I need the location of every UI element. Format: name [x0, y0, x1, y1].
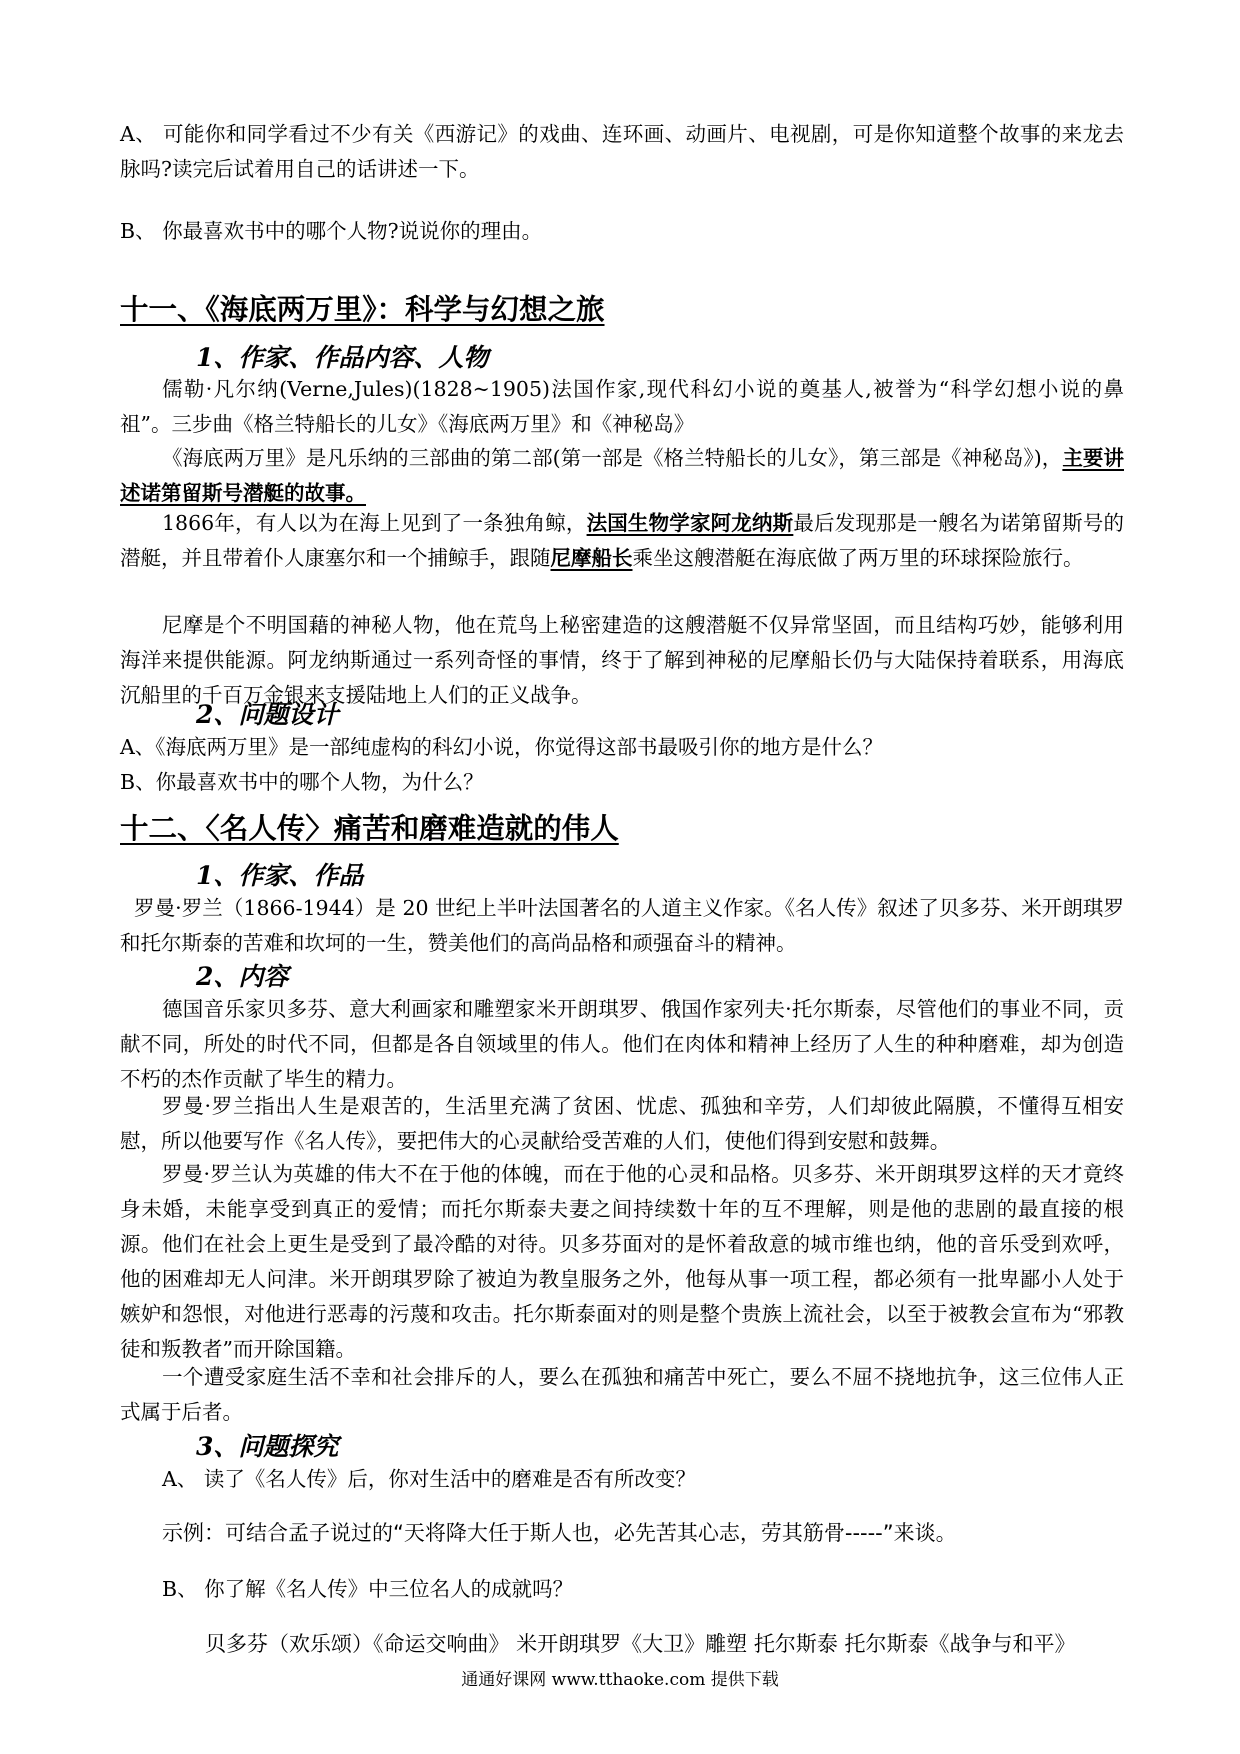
section-12-answer: 贝多芬（欢乐颂）《命运交响曲》 米开朗琪罗《大卫》雕塑 托尔斯泰 托尔斯泰《战争与和平》 [205, 1632, 1076, 1656]
story-text-3: 乘坐这艘潜艇在海底做了两万里的环球探险旅行。 [632, 546, 1084, 570]
section-12-sub3: 3、问题探究 [196, 1432, 339, 1461]
work-paragraph-highlight: 主要讲述诺第留斯号潜艇的故事。 [120, 446, 1124, 505]
xiyouji-question-b: B、 你最喜欢书中的哪个人物?说说你的理由。 [120, 219, 543, 243]
section-12-title: 十二、〈名人传〉痛苦和磨难造就的伟人 [120, 811, 619, 845]
xiyouji-question-a: A、 可能你和同学看过不少有关《西游记》的戏曲、连环画、动画片、电视剧，可是你知道整个故事的来龙去脉吗?读完后试着用自己的话讲述一下。 [120, 122, 1124, 181]
story-text-1: 1866年，有人以为在海上见到了一条独角鲸， [162, 511, 587, 535]
section-12-content-paragraph-4: 一个遭受家庭生活不幸和社会排斥的人，要么在孤独和痛苦中死亡，要么不屈不挠地抗争，这三位伟人正式属于后者。 [120, 1365, 1124, 1424]
footer-text: 通通好课网 www.tthaoke.com 提供下载 [461, 1670, 779, 1690]
section-12-example: 示例：可结合孟子说过的“天将降大任于斯人也，必先苦其心志，劳其筋骨-----”来谈。 [162, 1521, 957, 1545]
section-12-content-paragraph-1: 德国音乐家贝多芬、意大利画家和雕塑家米开朗琪罗、俄国作家列夫·托尔斯泰，尽管他们的事业不同，贡献不同，所处的时代不同，但都是各自领域里的伟人。他们在肉体和精神上经历了人生的种种磨难，却为创造不朽的杰作贡献了毕生的精力。 [120, 997, 1124, 1091]
section-12-question-b: B、 你了解《名人传》中三位名人的成就吗？ [162, 1577, 574, 1601]
section-11-question-b: B、你最喜欢书中的哪个人物，为什么？ [120, 770, 484, 794]
section-11-nemo-paragraph: 尼摩是个不明国藉的神秘人物，他在荒鸟上秘密建造的这艘潜艇不仅异常坚固，而且结构巧妙，能够利用海洋来提供能源。阿龙纳斯通过一系列奇怪的事情，终于了解到神秘的尼摩船长仍与大陆保持着联系，用海底沉船里的千百万金银来支援陆地上人们的正义战争。 [120, 613, 1124, 707]
section-12-sub2: 2、内容 [196, 962, 289, 991]
section-11-work-paragraph [120, 441, 1124, 511]
section-11-sub2: 2、问题设计 [196, 700, 339, 729]
section-11-author-paragraph: 儒勒·凡尔纳(Verne,Jules)(1828~1905)法国作家,现代科幻小说的奠基人,被誉为“科学幻想小说的鼻祖”。三步曲《格兰特船长的儿女》《海底两万里》和《神秘岛》 [120, 377, 1124, 436]
section-12-sub1: 1、作家、作品 [196, 861, 364, 890]
section-11-sub1: 1、作家、作品内容、人物 [196, 343, 489, 372]
story-text-2: 最后发现那是一艘名为诺第留斯号的潜艇，并且带着仆人康塞尔和一个捕鲸手，跟随 [120, 511, 1125, 570]
section-12-question-a: A、 读了《名人传》后，你对生活中的磨难是否有所改变？ [162, 1467, 696, 1491]
section-12-content-paragraph-3: 罗曼·罗兰认为英雄的伟大不在于他的体魄，而在于他的心灵和品格。贝多芬、米开朗琪罗这样的天才竟终身未婚，未能享受到真正的爱情；而托尔斯泰夫妻之间持续数十年的互不理解，则是他的悲剧的最直接的根源。他们在社会上更生是受到了最冷酷的对待。贝多芬面对的是怀着敌意的城市维也纳，他的音乐受到欢呼，他的困难却无人问津。米开朗琪罗除了被迫为教皇服务之外，他每从事一项工程，都必须有一批卑鄙小人处于嫉妒和怨恨，对他进行恶毒的污蔑和攻击。托尔斯泰面对的则是整个贵族上流社会，以至于被教会宣布为“邪教徒和叛教者”而开除国籍。 [120, 1162, 1124, 1361]
story-highlight-biologist: 法国生物学家阿龙纳斯 [586, 511, 794, 535]
story-highlight-captain: 尼摩船长 [550, 546, 633, 570]
section-11-question-a: A、《海底两万里》是一部纯虚构的科幻小说，你觉得这部书最吸引你的地方是什么？ [120, 735, 884, 759]
section-12-author-paragraph: 罗曼·罗兰（1866-1944）是 20 世纪上半叶法国著名的人道主义作家。《名人传》叙述了贝多芬、米开朗琪罗和托尔斯泰的苦难和坎坷的一生，赞美他们的高尚品格和顽强奋斗的精神。 [120, 896, 1124, 955]
section-11-title: 十一、《海底两万里》：科学与幻想之旅 [120, 292, 605, 326]
section-11-story-paragraph [120, 506, 1124, 576]
work-paragraph-text: 《海底两万里》是凡乐纳的三部曲的第二部(第一部是《格兰特船长的儿女》，第三部是《神秘岛》)， [162, 446, 1063, 470]
section-12-content-paragraph-2: 罗曼·罗兰指出人生是艰苦的，生活里充满了贫困、忧虑、孤独和辛劳，人们却彼此隔膜，不懂得互相安慰，所以他要写作《名人传》，要把伟大的心灵献给受苦难的人们，使他们得到安慰和鼓舞。 [120, 1094, 1124, 1153]
